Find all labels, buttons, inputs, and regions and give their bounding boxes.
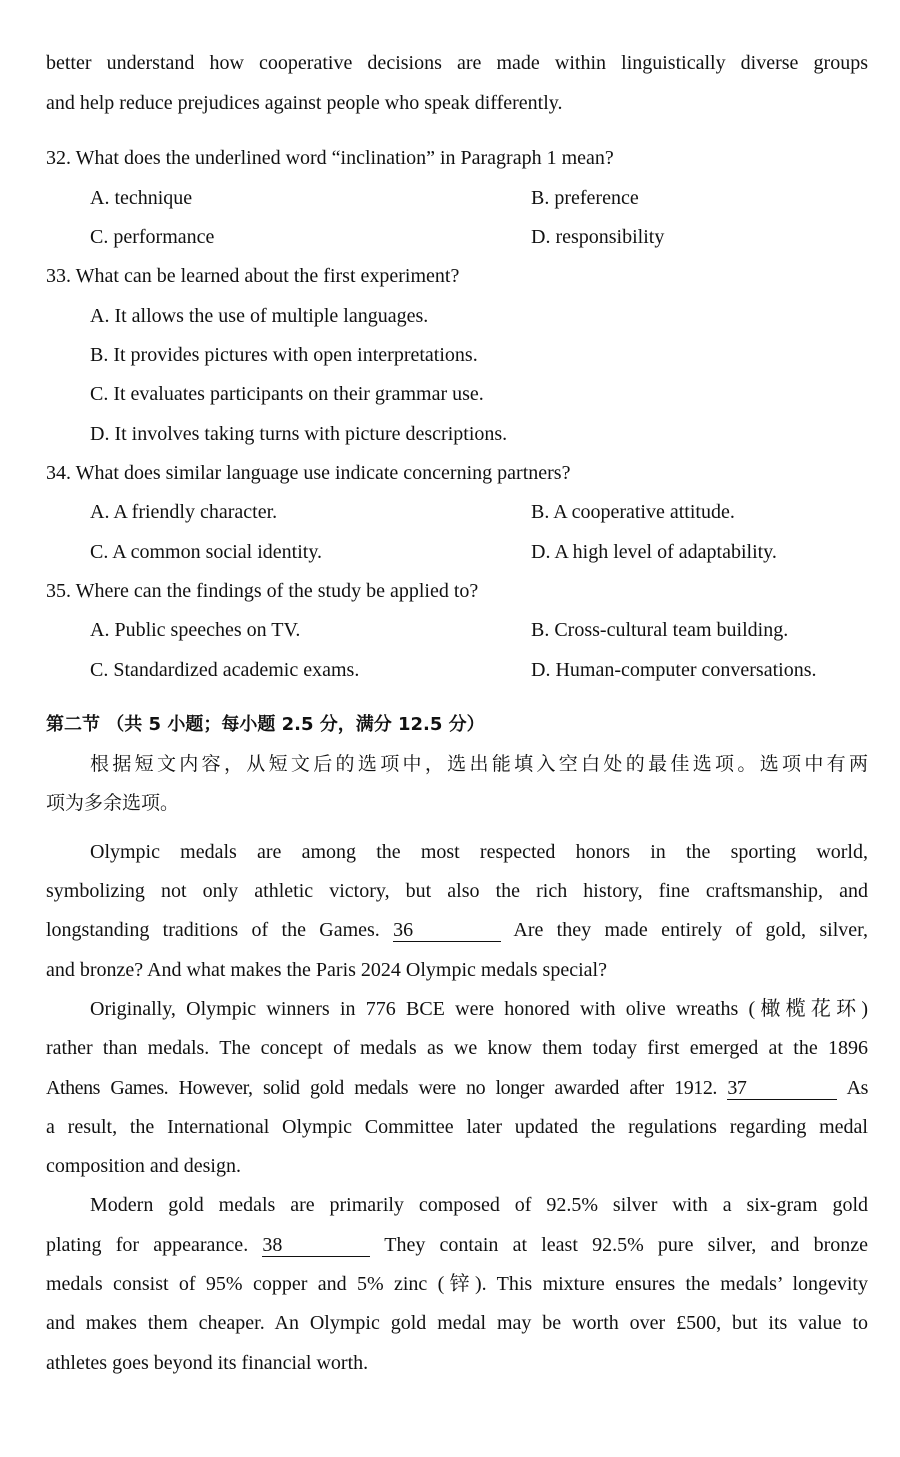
passage-p1-line-3 xyxy=(46,918,868,942)
passage-p2-line-3-end: As xyxy=(846,1077,868,1099)
passage-p2-line-3-start: Athens Games. However, solid gold medals were no longer awarded after 1912. xyxy=(46,1077,717,1099)
question-35-option-d: D. Human-computer conversations. xyxy=(531,659,817,681)
question-32-option-d: D. responsibility xyxy=(531,226,665,248)
question-34-option-b: B. A cooperative attitude. xyxy=(531,501,735,523)
section-heading: 第二节 （共 5 小题；每小题 2.5 分，满分 12.5 分） xyxy=(46,714,485,735)
question-34-option-d: D. A high level of adaptability. xyxy=(531,541,777,563)
question-32-stem: 32. What does the underlined word “inclination” in Paragraph 1 mean? xyxy=(46,147,614,169)
passage-p3-line-2 xyxy=(46,1233,868,1257)
passage-p2-line-3 xyxy=(46,1076,868,1100)
passage-p2-line-2: rather than medals. The concept of medals as we know them today first emerged at the 1896 xyxy=(46,1037,868,1059)
question-35-option-a: A. Public speeches on TV. xyxy=(90,619,301,641)
intro-line-1: better understand how cooperative decisions are made within linguistically diverse groups xyxy=(46,52,868,74)
question-33-stem: 33. What can be learned about the first experiment? xyxy=(46,265,460,287)
passage-p2-line-5: composition and design. xyxy=(46,1155,241,1177)
passage-p1-line-3-end: Are they made entirely of gold, silver, xyxy=(513,919,868,941)
passage-p1-line-1: Olympic medals are among the most respected honors in the sporting world, xyxy=(90,841,868,863)
passage-p3-line-1: Modern gold medals are primarily composed of 92.5% silver with a six-gram gold xyxy=(90,1194,868,1216)
question-33-option-d: D. It involves taking turns with picture descriptions. xyxy=(90,423,508,445)
question-33-option-b: B. It provides pictures with open interpretations. xyxy=(90,344,478,366)
question-33-option-c: C. It evaluates participants on their grammar use. xyxy=(90,383,484,405)
passage-p1-line-3-start: longstanding traditions of the Games. xyxy=(46,919,380,941)
question-32-option-c: C. performance xyxy=(90,226,215,248)
question-35-option-c: C. Standardized academic exams. xyxy=(90,659,360,681)
passage-p1-line-2: symbolizing not only athletic victory, but also the rich history, fine craftsmanship, and xyxy=(46,880,868,902)
passage-p3-line-2-end: They contain at least 92.5% pure silver, and bronze xyxy=(384,1234,868,1256)
passage-p2-line-1: Originally, Olympic winners in 776 BCE were honored with olive wreaths (橄榄花环) xyxy=(90,998,868,1020)
passage-p2-line-4: a result, the International Olympic Committee later updated the regulations regarding medal xyxy=(46,1116,868,1138)
passage-p1-line-4: and bronze? And what makes the Paris 2024 Olympic medals special? xyxy=(46,959,607,981)
question-35-stem: 35. Where can the findings of the study be applied to? xyxy=(46,580,479,602)
question-34-option-c: C. A common social identity. xyxy=(90,541,323,563)
question-32-option-a: A. technique xyxy=(90,187,193,209)
passage-p3-line-5: athletes goes beyond its financial worth. xyxy=(46,1352,369,1374)
intro-line-2: and help reduce prejudices against people who speak differently. xyxy=(46,92,563,114)
question-32-option-b: B. preference xyxy=(531,187,639,209)
question-34-option-a: A. A friendly character. xyxy=(90,501,278,523)
section-instruction-line-1: 根据短文内容，从短文后的选项中，选出能填入空白处的最佳选项。选项中有两 xyxy=(90,753,868,775)
section-instruction-line-2: 项为多余选项。 xyxy=(46,792,180,814)
question-34-stem: 34. What does similar language use indicate concerning partners? xyxy=(46,462,571,484)
passage-p3-line-4: and makes them cheaper. An Olympic gold medal may be worth over £500, but its value to xyxy=(46,1312,868,1334)
blank-37[interactable]: 37 xyxy=(727,1077,837,1100)
blank-36[interactable]: 36 xyxy=(393,919,501,942)
passage-p3-line-3: medals consist of 95% copper and 5% zinc (锌). This mixture ensures the medals’ longevity xyxy=(46,1273,868,1295)
question-33-option-a: A. It allows the use of multiple languages. xyxy=(90,305,429,327)
question-35-option-b: B. Cross-cultural team building. xyxy=(531,619,789,641)
passage-p3-line-2-start: plating for appearance. xyxy=(46,1234,249,1256)
blank-38[interactable]: 38 xyxy=(262,1234,370,1257)
